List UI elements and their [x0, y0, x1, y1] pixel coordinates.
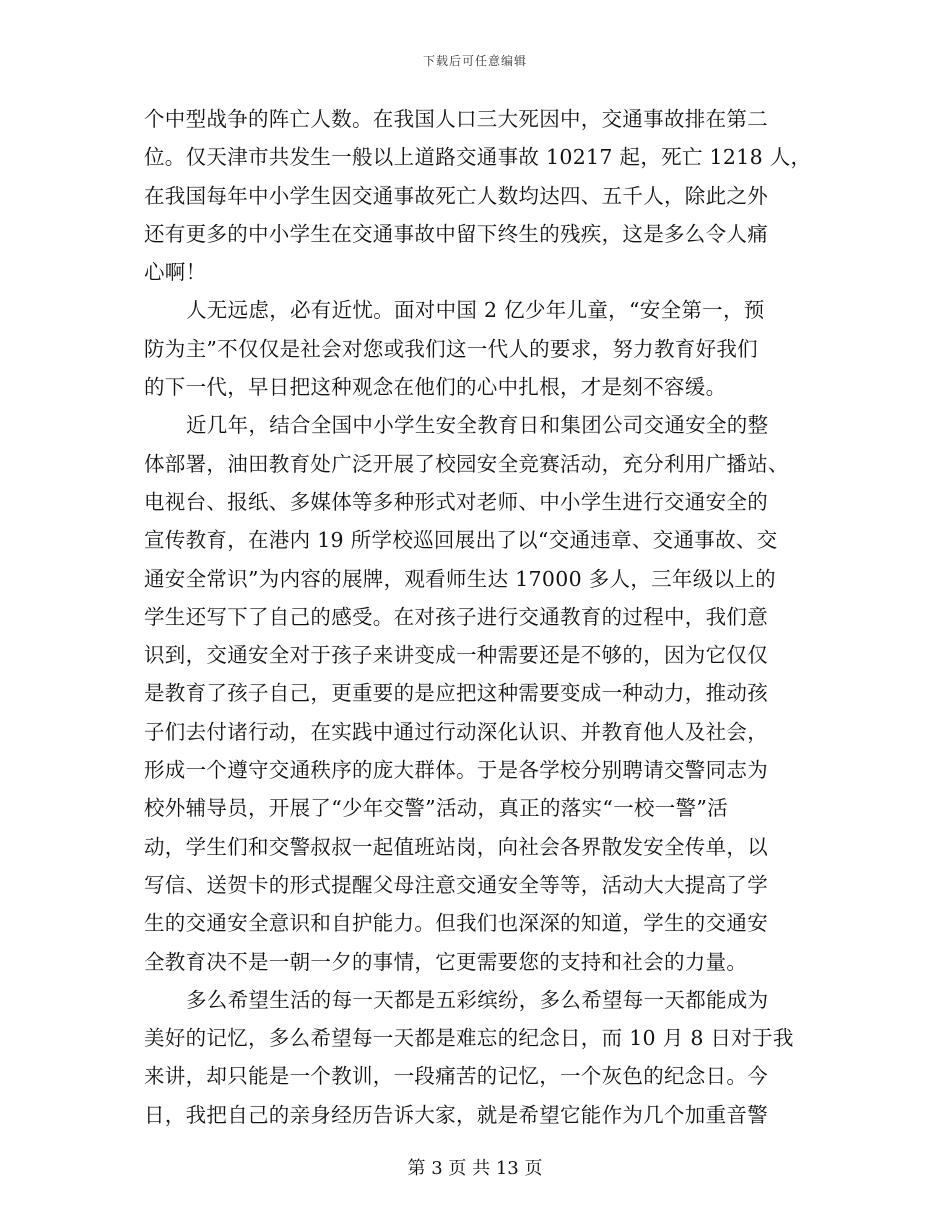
text-line: 写信、送贺卡的形式提醒父母注意交通安全等等，活动大大提高了学 [144, 872, 768, 897]
text-line: 多么希望生活的每一天都是五彩缤纷，多么希望每一天都能成为 [186, 987, 769, 1012]
text-line: 防为主”不仅仅是社会对您或我们这一代人的要求，努力教育好我们 [144, 336, 758, 361]
text-line: 位。仅天津市共发生一般以上道路交通事故 10217 起，死亡 1218 人， [144, 145, 812, 170]
document-body [144, 100, 812, 1134]
page-number: 第 3 页 共 13 页 [407, 1158, 543, 1179]
text-line: 还有更多的中小学生在交通事故中留下终生的残疾，这是多么令人痛 [144, 221, 768, 246]
text-line: 的下一代，早日把这种观念在他们的心中扎根，才是刻不容缓。 [144, 375, 727, 400]
text-line: 是教育了孩子自己，更重要的是应把这种需要变成一种动力，推动孩 [144, 681, 768, 706]
text-line: 人无远虑，必有近忧。面对中国 2 亿少年儿童，“安全第一，预 [186, 298, 765, 323]
text-line: 电视台、报纸、多媒体等多种形式对老师、中小学生进行交通安全的 [144, 489, 768, 514]
text-line: 生的交通安全意识和自护能力。但我们也深深的知道，学生的交通安 [144, 911, 768, 936]
paragraph-3 [144, 406, 806, 980]
text-line: 宣传教育，在港内 19 所学校巡回展出了以“交通违章、交通事故、交 [144, 528, 778, 553]
text-line: 日，我把自己的亲身经历告诉大家，就是希望它能作为几个加重音警 [144, 1102, 768, 1127]
text-line: 子们去付诸行动，在实践中通过行动深化认识、并教育他人及社会， [144, 719, 768, 744]
paragraph-2 [144, 291, 806, 406]
paragraph-4 [144, 981, 806, 1134]
paragraph-1 [144, 100, 812, 291]
text-line: 动，学生们和交警叔叔一起值班站岗，向社会各界散发安全传单，以 [144, 834, 768, 859]
text-line: 个中型战争的阵亡人数。在我国人口三大死因中，交通事故排在第二 [144, 107, 768, 131]
text-line: 全教育决不是一朝一夕的事情，它更需要您的支持和社会的力量。 [144, 949, 748, 974]
text-line: 体部署，油田教育处广泛开展了校园安全竞赛活动，充分利用广播站、 [144, 451, 789, 476]
text-line: 形成一个遵守交通秩序的庞大群体。于是各学校分别聘请交警同志为 [144, 758, 768, 783]
text-line: 校外辅导员，开展了“少年交警”活动，真正的落实“一校一警”活 [144, 796, 728, 821]
page-header: 下载后可任意编辑 [422, 54, 527, 68]
text-line: 心啊！ [144, 260, 207, 285]
text-line: 识到，交通安全对于孩子来讲变成一种需要还是不够的，因为它仅仅 [144, 643, 768, 668]
text-line: 美好的记忆，多么希望每一天都是难忘的纪念日，而 10 月 8 日对于我 [144, 1026, 794, 1051]
text-line: 通安全常识”为内容的展牌，观看师生达 17000 多人，三年级以上的 [144, 566, 776, 591]
text-line: 来讲，却只能是一个教训，一段痛苦的记忆，一个灰色的纪念日。今 [144, 1064, 768, 1089]
text-line: 近几年，结合全国中小学生安全教育日和集团公司交通安全的整 [186, 413, 769, 438]
text-line: 在我国每年中小学生因交通事故死亡人数均达四、五千人，除此之外 [144, 183, 768, 208]
text-line: 学生还写下了自己的感受。在对孩子进行交通教育的过程中，我们意 [144, 604, 768, 629]
